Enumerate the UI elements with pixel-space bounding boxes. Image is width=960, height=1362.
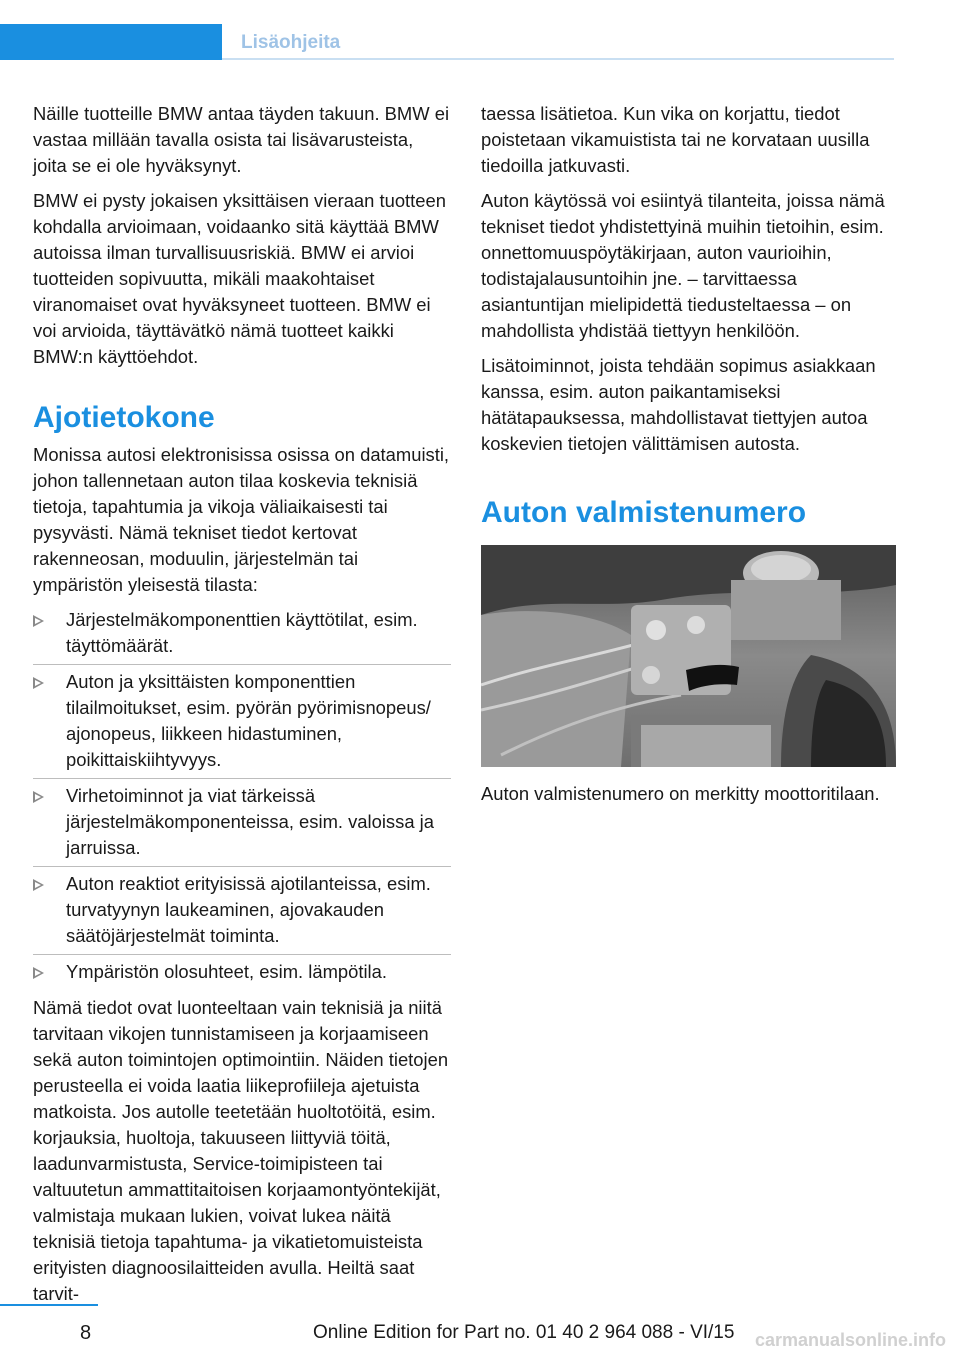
list-item-text: Auton ja yksittäisten komponenttien tilailmoitukset, esim. pyörän pyörimisnopeus/ ajonopeus, liikkeen hidastuminen, poikittaiskiihtyvyys. (66, 671, 431, 770)
list-item (33, 959, 451, 985)
edition-note: Online Edition for Part no. 01 40 2 964 088 - VI/15 (313, 1322, 735, 1343)
paragraph: Nämä tiedot ovat luonteeltaan vain teknisiä ja niitä tarvitaan vikojen tunnistamiseen ja korjaamiseen sekä auton toimintojen optimointiin. Näiden tietojen perusteella ei voida laatia liikeprofiileja ajetuista matkoista. Jos autolle teetetään huoltotöitä, esim. korjauksia, huoltoja, takuuseen liittyviä töitä, laadunvarmistusta, Service-toimipisteen tai valtuutetun ammattitaitoisen korjaamontyöntekijät, valmistaja mukaan lukien, voivat lukea näitä teknisiä tietoja tapahtuma- ja vikatietomuisteista erityisten diagnoosilaitteiden avulla. Heiltä saat tarvit- (33, 997, 449, 1304)
list-item-text: Virhetoiminnot ja viat tärkeissä järjestelmäkomponenteissa, esim. valoissa ja jarruissa. (66, 785, 434, 858)
list-item (33, 783, 451, 861)
bullet-list (33, 607, 451, 985)
triangle-right-icon (33, 791, 44, 803)
footer-rule (0, 1304, 98, 1306)
list-item-text: Järjestelmäkomponenttien käyttötilat, esim. täyttömäärät. (66, 609, 418, 656)
photo-caption: Auton valmistenumero on merkitty moottoritilaan. (481, 783, 880, 804)
watermark: carmanualsonline.info (755, 1330, 947, 1350)
engine-bay-photo (481, 545, 896, 767)
triangle-right-icon (33, 615, 44, 627)
divider (33, 954, 451, 955)
header-rule (222, 58, 894, 60)
header-color-bar (0, 24, 222, 60)
paragraph: Lisätoiminnot, joista tehdään sopimus asiakkaan kanssa, esim. auton paikantamiseksi hätätapauksessa, mahdollistavat tiettyjen autoa koskevien tietojen välittämisen autosta. (481, 355, 876, 454)
divider (33, 664, 451, 665)
triangle-right-icon (33, 967, 44, 979)
section-heading-auton-valmistenumero: Auton valmistenumero (481, 496, 807, 529)
triangle-right-icon (33, 879, 44, 891)
list-item (33, 871, 451, 949)
divider (33, 866, 451, 867)
paragraph: BMW ei pysty jokaisen yksittäisen vieraan tuotteen kohdalla arvioimaan, voidaanko sitä käyttää BMW autoissa ilman turvallisuusriskiä. BMW ei arvioi tuotteiden sopivuutta, mikäli maakohtaiset viranomaiset ovat hyväksyneet tuotteen. BMW ei voi arvioida, täyttävätkö nämä tuotteet kaikki BMW:n käyttöehdot. (33, 190, 446, 367)
triangle-right-icon (33, 677, 44, 689)
list-item-text: Auton reaktiot erityisissä ajotilanteissa, esim. turvatyynyn laukeaminen, ajovakauden säätöjärjestelmät toiminta. (66, 873, 431, 946)
paragraph: Auton käytössä voi esiintyä tilanteita, joissa nämä tekniset tiedot yhdistettyinä muihin tietoihin, esim. onnettomuuspöytäkirjaan, auton vaurioihin, todistajalausuntoihin jne. – tarvittaessa asiantuntijan mielipidettä tiedusteltaessa – on mahdollista yhdistää tiettyyn henkilöön. (481, 190, 885, 341)
paragraph: taessa lisätietoa. Kun vika on korjattu, tiedot poistetaan vikamuistista tai ne korvataan uusilla tiedoilla jatkuvasti. (481, 103, 870, 176)
list-item-text: Ympäristön olosuhteet, esim. lämpötila. (66, 961, 387, 982)
paragraph: Monissa autosi elektronisissa osissa on datamuisti, johon tallennetaan auton tilaa koskevia teknisiä tietoja, tapahtumia ja vikoja väliaikaisesti tai pysyvästi. Nämä tekniset tiedot kertovat rakenneosan, moduulin, järjestelmän tai ympäristön yleisestä tilasta: (33, 444, 450, 595)
paragraph: Näille tuotteille BMW antaa täyden takuun. BMW ei vastaa millään tavalla osista tai lisävarusteista, joita se ei ole hyväksynyt. (33, 103, 450, 176)
page-number: 8 (80, 1322, 92, 1344)
list-item (33, 669, 451, 773)
left-column (33, 101, 451, 1316)
header-section-title: Lisäohjeita (241, 32, 341, 53)
right-column (481, 101, 896, 816)
list-item (33, 607, 451, 659)
divider (33, 778, 451, 779)
section-heading-ajotietokone: Ajotietokone (33, 401, 215, 434)
